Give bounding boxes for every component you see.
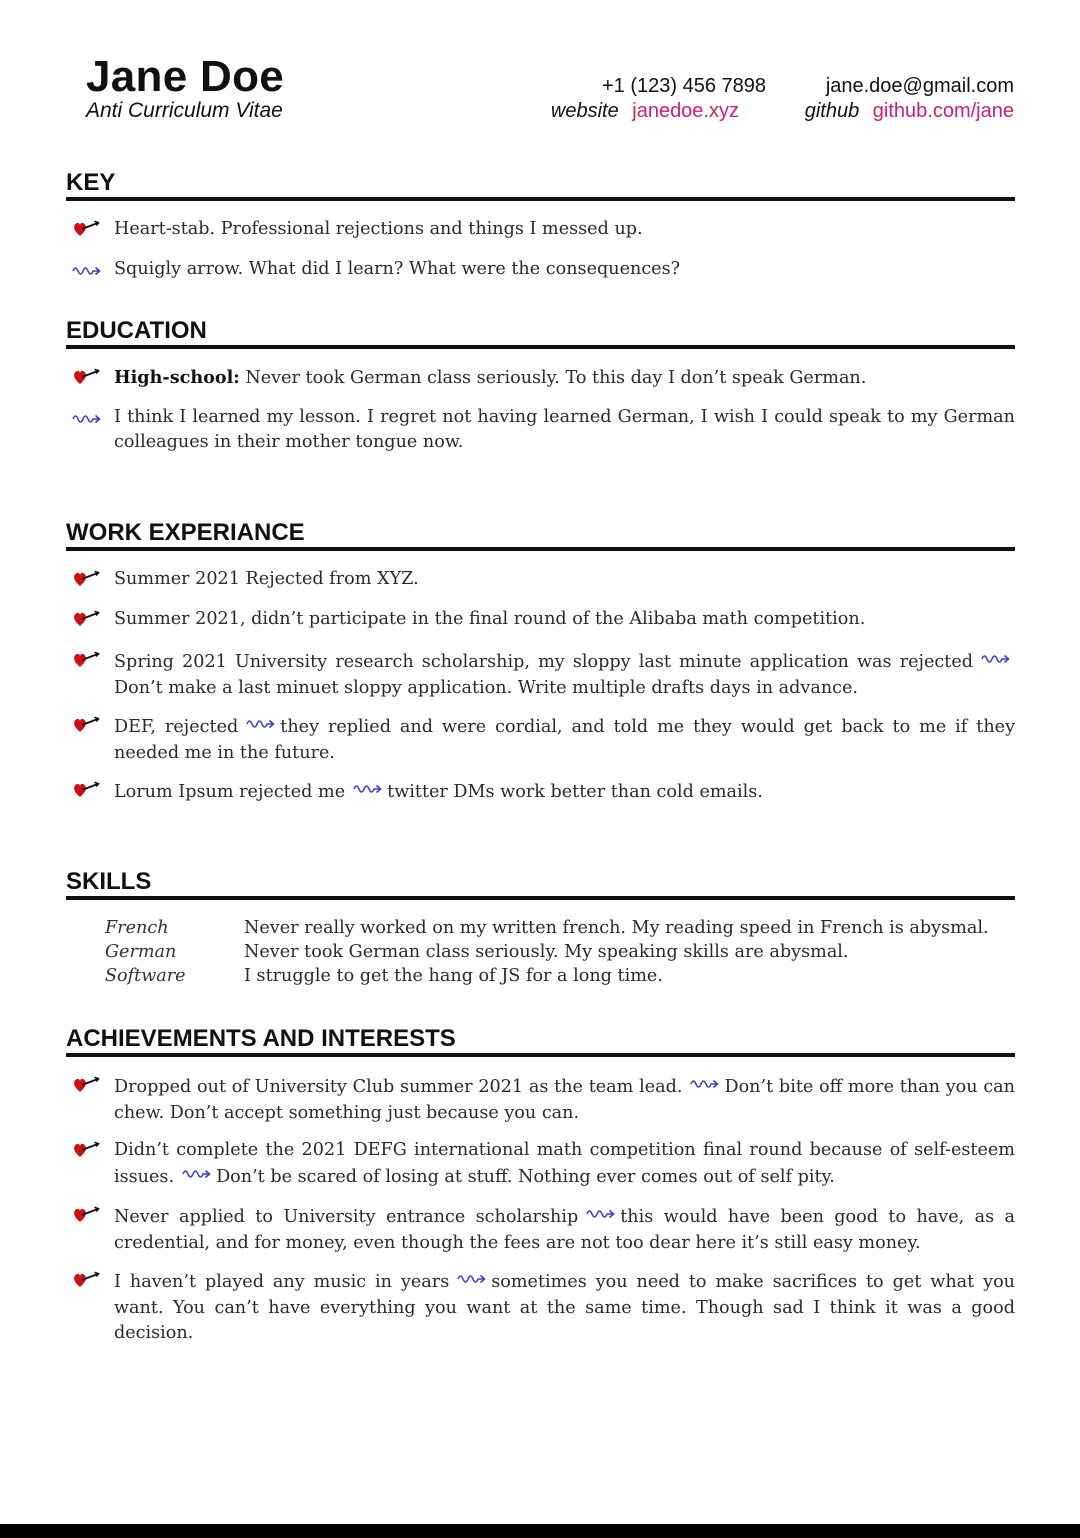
entry-lesson: they replied and were cordial, and told me they would get back to me if they needed me in the future.	[114, 717, 1016, 763]
entry-text: Squigly arrow. What did I learn? What were the consequences?	[114, 259, 681, 279]
heart-stab-icon	[72, 367, 102, 391]
section-work	[66, 519, 1016, 802]
entry-rejection: Didn’t complete the 2021 DEFG international math competition final round because of self-esteem issues.	[114, 1140, 1015, 1187]
squiggly-arrow-icon	[690, 1073, 720, 1098]
skill-row	[66, 964, 1015, 989]
skill-name: German	[105, 942, 177, 962]
entry-text	[114, 648, 1015, 701]
github-label: github	[804, 100, 860, 122]
squiggly-arrow-icon	[72, 410, 102, 429]
entry-text: Summer 2021, didn’t participate in the final round of the Alibaba math competition.	[114, 609, 866, 629]
entry-lesson: Don’t make a last minuet sloppy application. Write multiple drafts days in advance.	[114, 678, 859, 698]
resume-subtitle: Anti Curriculum Vitae	[86, 99, 283, 122]
skill-name: French	[105, 918, 169, 938]
skill-row	[66, 916, 1015, 941]
entry-rejection: I haven’t played any music in years	[114, 1272, 450, 1292]
heart-stab-icon	[72, 1140, 102, 1164]
section-rule	[66, 345, 1015, 349]
heart-stab-icon	[72, 780, 102, 804]
email-address[interactable]: jane.doe@gmail.com	[825, 75, 1014, 97]
section-rule	[66, 197, 1015, 201]
entry-lesson: this would have been good to have, as a credential, and for money, even though the fees are not too dear here it’s still easy money.	[114, 1207, 1015, 1253]
skill-description: Never took German class seriously. My speaking skills are abysmal.	[244, 942, 849, 962]
skill-description: Never really worked on my written french. My reading speed in French is abysmal.	[244, 918, 989, 938]
entry-lesson: twitter DMs work better than cold emails.	[387, 782, 763, 802]
entry-lesson: sometimes you need to make sacrifices to get what you want. You can’t have everything you want at the same time. Though sad I think it was a good decision.	[114, 1272, 1016, 1343]
heart-stab-icon	[72, 219, 102, 243]
entry-text	[114, 1203, 1015, 1256]
entry-bold-label: High-school:	[114, 367, 240, 388]
entry-text: I think I learned my lesson. I regret not having learned German, I wish I could speak to my German colleagues in their mother tongue now.	[114, 407, 1015, 452]
section-title: WORK EXPERIANCE	[66, 519, 305, 546]
section-title: ACHIEVEMENTS AND INTERESTS	[66, 1025, 456, 1052]
squiggly-arrow-icon	[182, 1163, 212, 1188]
skill-description: I struggle to get the hang of JS for a long time.	[244, 966, 663, 986]
skill-name: Software	[105, 966, 186, 986]
entry-text	[114, 778, 1015, 806]
entry-text	[114, 1268, 1015, 1346]
entry-rejection: Lorum Ipsum rejected me	[114, 782, 346, 802]
entry-text	[114, 713, 1015, 766]
section-title: EDUCATION	[66, 317, 207, 344]
squiggly-arrow-icon	[457, 1268, 487, 1293]
section-rule	[66, 896, 1015, 900]
entry-text: Summer 2021 Rejected from XYZ.	[114, 569, 419, 589]
heart-stab-icon	[72, 569, 102, 593]
section-rule	[66, 1053, 1015, 1057]
entry-rejection: Spring 2021 University research scholarship, my sloppy last minute application was rejected	[114, 652, 973, 672]
entry-text	[114, 365, 1015, 391]
website-label: website	[550, 100, 619, 122]
section-education	[66, 317, 1015, 452]
heart-stab-icon	[72, 1270, 102, 1294]
website-contact	[551, 100, 739, 123]
section-key	[66, 169, 1015, 279]
entry-rejection: DEF, rejected	[114, 717, 239, 737]
squiggly-arrow-icon	[353, 778, 383, 803]
heart-stab-icon	[72, 609, 102, 633]
squiggly-arrow-icon	[981, 648, 1011, 673]
section-achievements	[66, 1025, 1016, 1343]
heart-stab-icon	[72, 1205, 102, 1229]
squiggly-arrow-icon	[586, 1203, 616, 1228]
heart-stab-icon	[72, 650, 102, 674]
github-link[interactable]: github.com/jane	[872, 100, 1014, 122]
skill-row	[66, 940, 1015, 965]
squiggly-arrow-icon	[246, 713, 276, 738]
heart-stab-icon	[72, 1075, 102, 1099]
website-link[interactable]: janedoe.xyz	[632, 100, 739, 122]
phone-number: +1 (123) 456 7898	[601, 75, 766, 97]
section-title: SKILLS	[66, 868, 152, 895]
section-title: KEY	[66, 169, 116, 196]
heart-stab-icon	[72, 715, 102, 739]
section-skills	[66, 868, 1015, 986]
section-rule	[66, 547, 1015, 551]
squiggly-arrow-icon	[72, 262, 102, 281]
entry-lesson: Don’t be scared of losing at stuff. Nothing ever comes out of self pity.	[216, 1167, 835, 1187]
entry-text: Heart-stab. Professional rejections and things I messed up.	[114, 219, 643, 239]
entry-lesson: Don’t bite off more than you can chew. Don’t accept something just because you can.	[114, 1077, 1015, 1123]
entry-text	[114, 1138, 1015, 1191]
entry-text	[114, 1073, 1015, 1126]
bottom-bar	[0, 1524, 1080, 1538]
entry-rejection: Dropped out of University Club summer 2021 as the team lead.	[114, 1077, 683, 1097]
github-contact	[805, 100, 1014, 123]
resume-name: Jane Doe	[86, 52, 285, 101]
entry-body: Never took German class seriously. To this day I don’t speak German.	[239, 368, 867, 388]
entry-rejection: Never applied to University entrance scholarship	[114, 1207, 579, 1227]
